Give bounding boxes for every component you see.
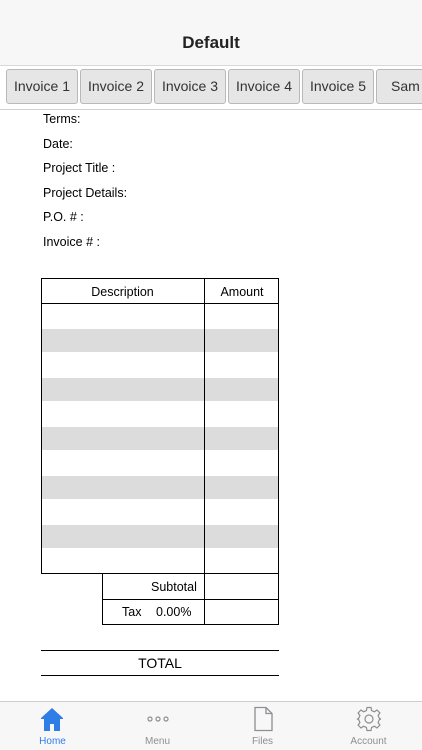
tab-invoice-2[interactable]: Invoice 2 — [80, 69, 152, 104]
tab-sample[interactable]: Sam — [376, 69, 422, 104]
description-header: Description — [91, 285, 154, 299]
header-divider — [41, 303, 279, 304]
tabbar-files[interactable] — [210, 702, 315, 750]
more-icon — [145, 706, 171, 732]
tab-invoice-4[interactable]: Invoice 4 — [228, 69, 300, 104]
tab-invoice-5[interactable]: Invoice 5 — [302, 69, 374, 104]
date-label[interactable]: Date: — [43, 137, 73, 151]
home-icon — [39, 706, 65, 732]
subtotal-divider — [102, 599, 279, 600]
tabbar-files-label: Files — [251, 736, 274, 747]
template-tabs — [0, 66, 422, 110]
tab-invoice-3[interactable]: Invoice 3 — [154, 69, 226, 104]
project-details-label[interactable]: Project Details: — [43, 186, 128, 200]
total-label: TOTAL — [138, 655, 182, 671]
tabbar-account[interactable] — [316, 702, 421, 750]
tabbar-home[interactable] — [0, 702, 105, 750]
terms-label[interactable]: Terms: — [43, 112, 81, 126]
total-top-rule — [41, 650, 279, 651]
tab-invoice-1[interactable]: Invoice 1 — [6, 69, 78, 104]
tabbar-home-label: Home — [39, 736, 66, 747]
project-title-label[interactable]: Project Title : — [43, 161, 116, 175]
page-title: Default — [182, 33, 240, 52]
tax-label: Tax — [122, 605, 142, 619]
tabbar-menu[interactable] — [105, 702, 210, 750]
navigation-bar — [0, 0, 422, 66]
column-divider — [204, 278, 205, 574]
total-bottom-rule — [41, 675, 279, 676]
tax-rate[interactable]: 0.00% — [156, 605, 192, 619]
tabbar-account-label: Account — [350, 736, 387, 747]
invoice-number-label[interactable]: Invoice # : — [43, 235, 100, 249]
gear-icon — [356, 706, 382, 732]
amount-header: Amount — [220, 285, 264, 299]
bottom-tab-bar — [0, 701, 422, 750]
file-icon — [250, 706, 276, 732]
table-border — [41, 278, 279, 574]
po-number-label[interactable]: P.O. # : — [43, 210, 84, 224]
subtotal-label: Subtotal — [151, 580, 197, 594]
tabbar-menu-label: Menu — [144, 736, 170, 747]
